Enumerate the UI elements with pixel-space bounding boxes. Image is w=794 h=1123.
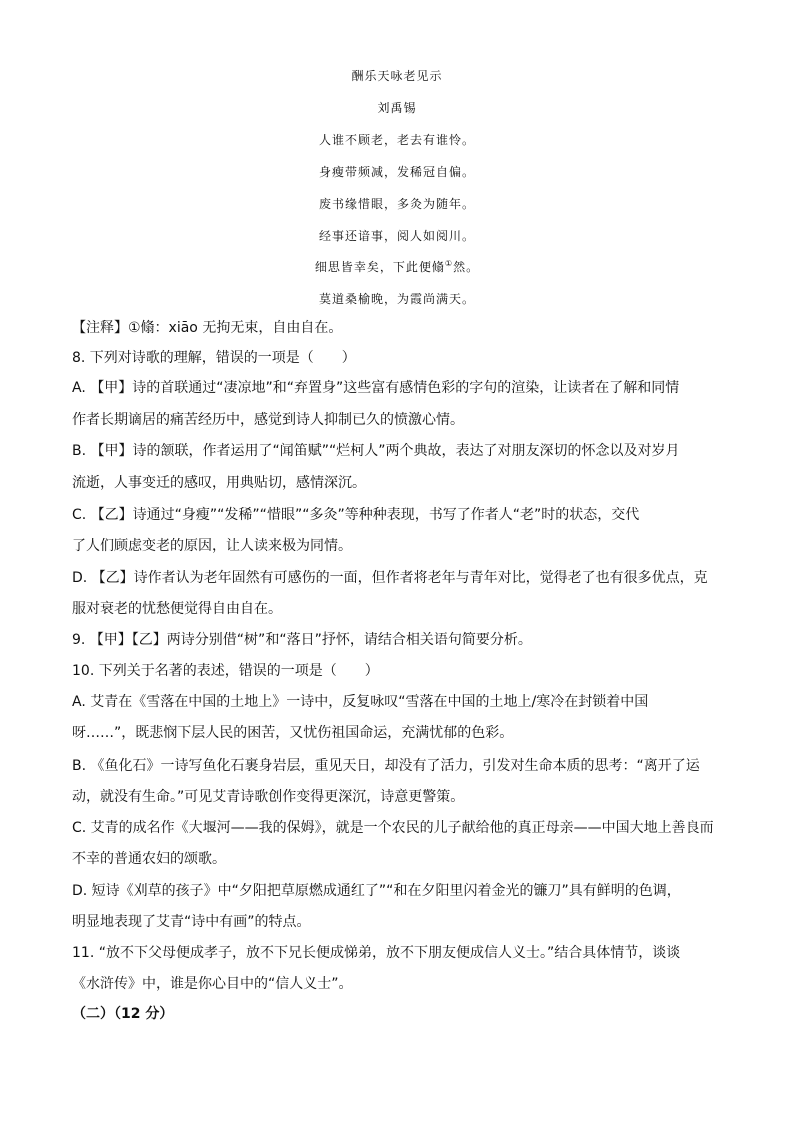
q8-option-c-cont: 了人们顾虑变老的原因，让人读来极为同情。 <box>72 538 352 554</box>
question-11: 11. “放不下父母便成孝子，放不下兄长便成悌弟，放不下朋友便成信人义士。”结合具体情节，谈谈 <box>72 945 681 961</box>
q8-option-b: B. 【甲】诗的颔联，作者运用了“闻笛赋”“烂柯人”两个典故，表达了对朋友深切的怀念以及对岁月 <box>72 443 680 459</box>
poem-line: 莫道桑榆晚，为霞尚满天。 <box>318 292 475 306</box>
q10-option-c: C. 艾青的成名作《大堰河——我的保姆》，就是一个农民的儿子献给他的真正母亲——中国大地上善良而 <box>72 820 714 836</box>
poem-line: 废书缘惜眼，多灸为随年。 <box>318 197 475 211</box>
question-10-stem: 10. 下列关于名著的表述，错误的一项是（ ） <box>72 663 379 679</box>
q8-option-a: A. 【甲】诗的首联通过“凄凉地”和“弃置身”这些富有感情色彩的字句的渲染，让读者在了解和同情 <box>72 380 680 396</box>
q8-option-d: D. 【乙】诗作者认为老年固然有可感伤的一面，但作者将老年与青年对比，觉得老了也有很多优点，克 <box>72 570 708 586</box>
poem-line: 人谁不顾老，老去有谁怜。 <box>318 133 475 147</box>
section-heading: （二）（12 分） <box>72 1006 174 1022</box>
question-9: 9. 【甲】【乙】两诗分别借“树”和“落日”抒怀，请结合相关语句简要分析。 <box>72 632 532 648</box>
q10-option-a: A. 艾青在《雪落在中国的土地上》一诗中，反复咏叹“雪落在中国的土地上/寒冷在封锁着中国 <box>72 694 649 710</box>
q10-option-c-cont: 不幸的普通农妇的颂歌。 <box>72 851 226 867</box>
q8-option-c: C. 【乙】诗通过“身瘦”“发稀”“惜眼”“多灸”等种种表现，书写了作者人“老”时的状态，交代 <box>72 507 640 523</box>
q10-option-d-cont: 明显地表现了艾青“诗中有画”的特点。 <box>72 914 311 930</box>
poem-line <box>0 258 794 275</box>
poem-line: 身瘦带频减，发稀冠自偏。 <box>318 165 475 179</box>
q8-option-a-cont: 作者长期谪居的痛苦经历中，感觉到诗人抑制已久的愤激心情。 <box>72 412 464 428</box>
q10-option-b: B. 《鱼化石》一诗写鱼化石裹身岩层，重见天日，却没有了活力，引发对生命本质的思考：“离开了运 <box>72 758 700 774</box>
annotation-note: 【注释】①翛：xiāo 无拘无束，自由自在。 <box>72 320 343 336</box>
question-8-stem: 8. 下列对诗歌的理解，错误的一项是（ ） <box>72 350 356 366</box>
poem-author: 刘禹锡 <box>377 101 417 115</box>
footnote-marker: ① <box>444 259 454 268</box>
poem-line-tail: 然。 <box>453 260 480 274</box>
poem-title: 酬乐天咏老见示 <box>351 69 443 83</box>
q8-option-d-cont: 服对衰老的忧愁便觉得自由自在。 <box>72 601 282 617</box>
question-11-cont: 《水浒传》中，谁是你心目中的“信人义士”。 <box>72 976 353 992</box>
poem-line: 经事还谙事，阅人如阅川。 <box>318 229 475 243</box>
q10-option-a-cont: 呀……”，既悲悯下层人民的困苦，又忧伤祖国命运，充满忧郁的色彩。 <box>72 725 514 741</box>
poem-line-text: 细思皆幸矣，下此便翛 <box>314 260 445 274</box>
q10-option-b-cont: 动，就没有生命。”可见艾青诗歌创作变得更深沉，诗意更警策。 <box>72 789 465 805</box>
q8-option-b-cont: 流逝，人事变迁的感叹，用典贴切，感情深沉。 <box>72 475 366 491</box>
q10-option-d: D. 短诗《刈草的孩子》中“夕阳把草原燃成通红了”“和在夕阳里闪着金光的镰刀”具有鲜明的色调， <box>72 883 681 899</box>
